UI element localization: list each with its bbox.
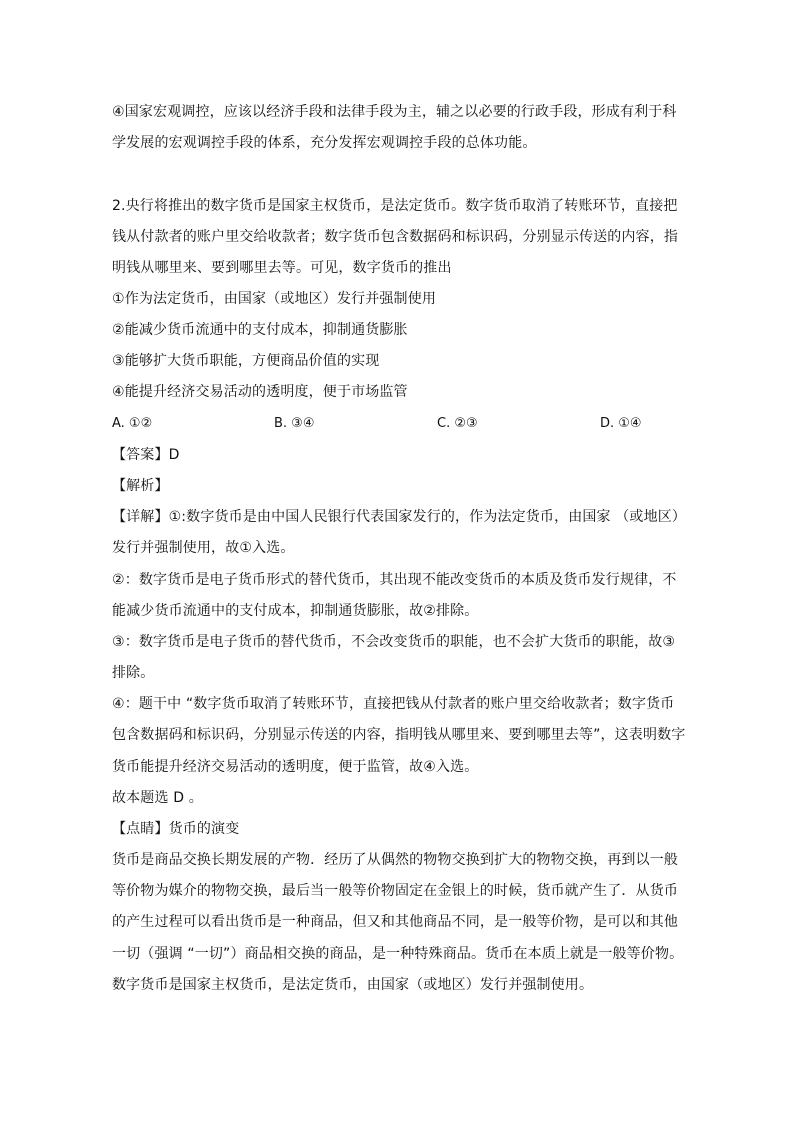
option-b: B. ③④ xyxy=(274,416,315,431)
question-stem-line-1: 2.央行将推出的数字货币是国家主权货币，是法定货币。数字货币取消了转账环节，直接把 xyxy=(112,198,678,214)
detail-line-5: ③：数字货币是电子货币的替代货币，不会改变货币的职能，也不会扩大货币的职能，故③ xyxy=(112,634,676,650)
statement-2: ②能减少货币流通中的支付成本，抑制通货膨胀 xyxy=(112,322,408,338)
detail-line-6: 排除。 xyxy=(112,665,155,681)
statement-3: ③能够扩大货币职能，方便商品价值的实现 xyxy=(112,353,380,369)
intro-line-2: 学发展的宏观调控手段的体系，充分发挥宏观调控手段的总体功能。 xyxy=(112,135,537,151)
point-line-5: 数字货币是国家主权货币，是法定货币，由国家（或地区）发行并强制使用。 xyxy=(112,977,594,993)
question-stem-line-3: 明钱从哪里来、要到哪里去等。可见，数字货币的推出 xyxy=(112,260,452,276)
detail-line-10: 故本题选 D 。 xyxy=(112,790,203,806)
detail-line-8: 包含数据码和标识码，分别显示传送的内容，指明钱从哪里来、要到哪里去等”，这表明数字 xyxy=(112,727,686,743)
answer-line: 【答案】D xyxy=(112,447,180,463)
statement-1: ①作为法定货币，由国家（或地区）发行并强制使用 xyxy=(112,291,436,307)
detail-line-9: 货币能提升经济交易活动的透明度，便于监管，故④入选。 xyxy=(112,759,479,775)
statement-4: ④能提升经济交易活动的透明度，便于市场监管 xyxy=(112,384,408,400)
point-line-3: 的产生过程可以看出货币是一种商品，但又和其他商品不同，是一般等价物，是可以和其他 xyxy=(112,914,678,930)
analysis-heading: 【解析】 xyxy=(112,478,169,494)
point-heading: 【点睛】货币的演变 xyxy=(112,821,240,837)
option-d: D. ①④ xyxy=(600,416,642,431)
point-line-4: 一切（强调 “一切”）商品相交换的商品，是一种特殊商品。货币在本质上就是一般等价物。 xyxy=(112,946,684,962)
option-c: C. ②③ xyxy=(437,416,478,431)
detail-line-1: 【详解】①:数字货币是由中国人民银行代表国家发行的，作为法定货币，由国家 （或地区） xyxy=(112,509,687,525)
detail-line-2: 发行并强制使用，故①入选。 xyxy=(112,540,295,556)
point-line-2: 等价物为媒介的物物交换，最后当一般等价物固定在金银上的时候，货币就产生了．从货币 xyxy=(112,883,678,899)
question-stem-line-2: 钱从付款者的账户里交给收款者；数字货币包含数据码和标识码，分别显示传送的内容，指 xyxy=(112,229,678,245)
point-line-1: 货币是商品交换长期发展的产物．经历了从偶然的物物交换到扩大的物物交换，再到以一般 xyxy=(112,852,678,868)
intro-line-1: ④国家宏观调控，应该以经济手段和法律手段为主，辅之以必要的行政手段，形成有利于科 xyxy=(112,104,677,120)
detail-line-4: 能减少货币流通中的支付成本，抑制通货膨胀，故②排除。 xyxy=(112,603,479,619)
detail-line-3: ②：数字货币是电子货币形式的替代货币，其出现不能改变货币的本质及货币发行规律，不 xyxy=(112,572,677,588)
detail-line-7: ④：题干中 “数字货币取消了转账环节，直接把钱从付款者的账户里交给收款者；数字货币 xyxy=(112,696,675,712)
option-a: A. ①② xyxy=(112,416,153,431)
